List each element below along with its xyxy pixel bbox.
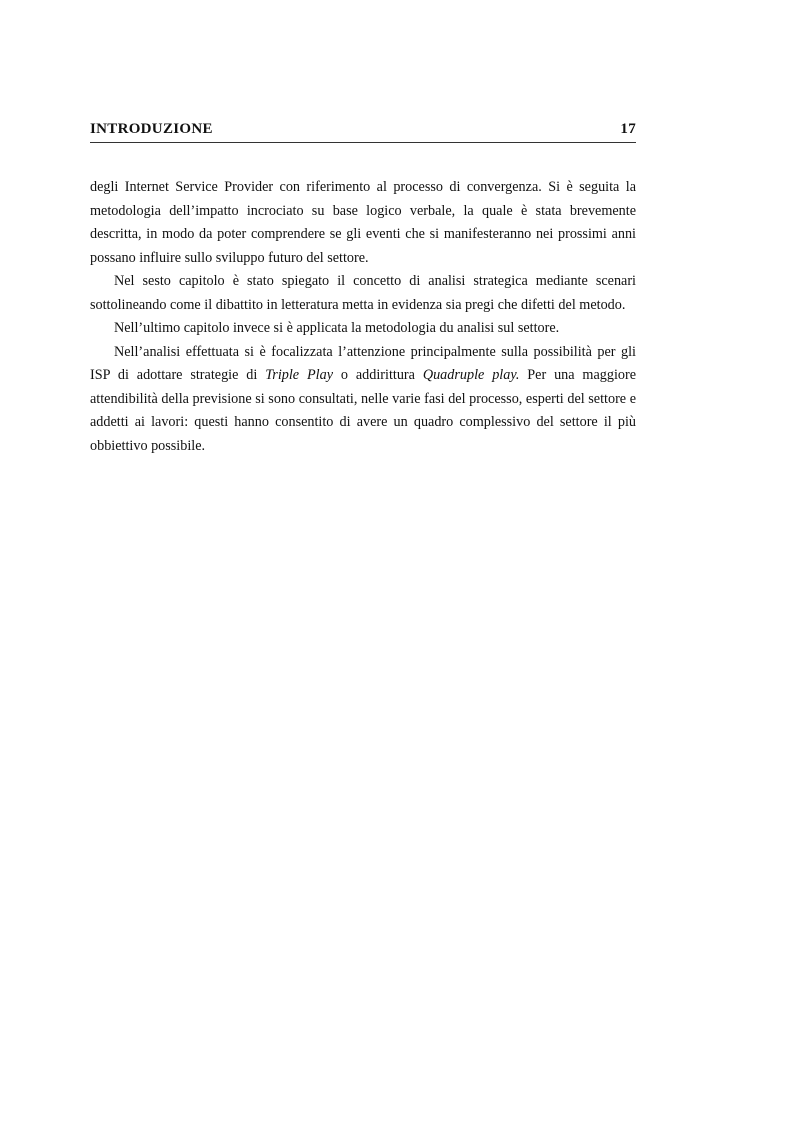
running-header [90,121,636,141]
paragraph-4 [90,341,636,459]
paragraph-1: degli Internet Service Provider con riferimento al processo di convergenza. Si è seguita la metodologia dell’impatto incrociato su base logico verbale, la quale è stata brevemente descritta, in modo da poter comprendere se gli eventi che si manifesteranno nei prossimi anni possano influire sullo sviluppo futuro del settore. [90,179,636,266]
page-number: 17 [620,121,636,137]
chapter-title: INTRODUZIONE [90,121,213,137]
document-page [90,0,636,1123]
quadruple-play-term: Quadruple play. [422,367,520,383]
triple-play-term: Triple Play [265,367,333,383]
paragraph-4-text-1: Nell’analisi effettuata si è focalizzata l’attenzione principalmente sulla possibilità per gli ISP di adottare strategie di [90,343,636,383]
paragraph-4-text-3: Per una maggiore attendibilità della previsione si sono consultati, nelle varie fasi del processo, esperti del settore e addetti ai lavori: questi hanno consentito di avere un quadro complessivo del settore il più obbiettivo possibile. [90,367,637,454]
paragraph-4-text-2: o addirittura [333,367,423,383]
header-rule [90,142,636,143]
paragraph-2: Nel sesto capitolo è stato spiegato il concetto di analisi strategica mediante scenari sottolineando come il dibattito in letteratura metta in evidenza sia pregi che difetti del metodo. [90,273,636,313]
paragraph-3: Nell’ultimo capitolo invece si è applicata la metodologia du analisi sul settore. [114,320,560,336]
body-text [90,176,636,458]
